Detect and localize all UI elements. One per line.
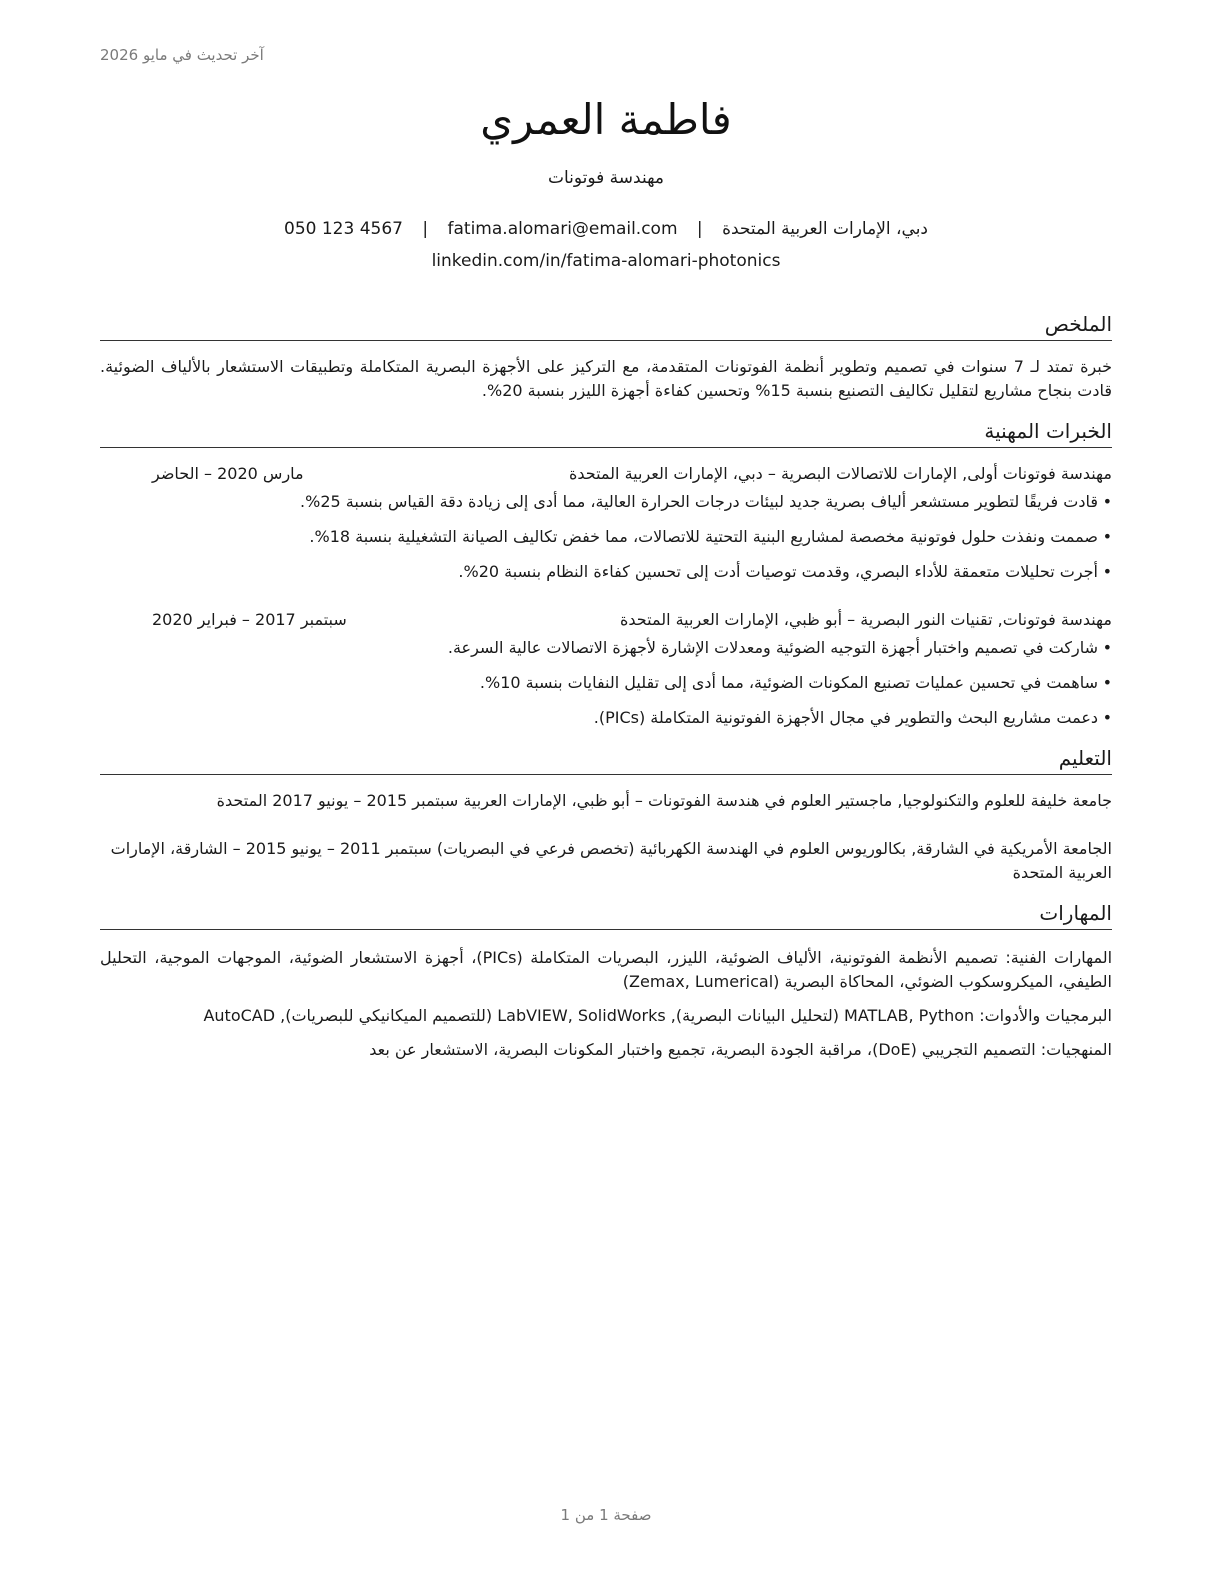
experience-section xyxy=(100,417,1112,730)
bullet-icon: • xyxy=(1102,708,1112,727)
contact-phone: 050 123 4567 xyxy=(284,219,403,239)
section-heading-education: التعليم xyxy=(100,744,1112,775)
last-updated-note: آخر تحديث في مايو 2026 xyxy=(100,46,264,64)
bullet-icon: • xyxy=(1102,638,1112,657)
resume-content xyxy=(100,310,1112,1076)
job-role: مهندسة فوتونات أولى, الإمارات للاتصالات البصرية – دبي، الإمارات العربية المتحدة xyxy=(568,464,1112,483)
contact-separator: | xyxy=(696,219,703,239)
section-heading-summary: الملخص xyxy=(100,310,1112,341)
job-entry xyxy=(100,462,1112,584)
summary-text: خبرة تمتد لـ 7 سنوات في تصميم وتطوير أنظمة الفوتونات المتقدمة، مع التركيز على الأجهزة البصرية المتكاملة وتطبيقات الاستشعار بالألياف الضوئية. قادت بنجاح مشاريع لتقليل تكاليف التصنيع بنسبة 15% وتحسين كفاءة أجهزة الليزر بنسبة 20%. xyxy=(100,357,1112,400)
list-item xyxy=(100,490,1112,514)
list-item xyxy=(100,525,1112,549)
bullet-icon: • xyxy=(1102,673,1112,692)
skills-methodologies: المنهجيات: التصميم التجريبي (DoE)، مراقبة الجودة البصرية، تجميع واختبار المكونات البصرية، الاستشعار عن بعد xyxy=(369,1040,1112,1059)
job-header xyxy=(100,608,1112,632)
bullet-text: قادت فريقًا لتطوير مستشعر ألياف بصرية جديد لبيئات درجات الحرارة العالية، مما أدى إلى زيادة دقة القياس بنسبة 25%. xyxy=(300,492,1098,511)
resume-page xyxy=(100,0,1112,1584)
section-heading-experience: الخبرات المهنية xyxy=(100,417,1112,448)
bullet-text: صممت ونفذت حلول فوتونية مخصصة لمشاريع البنية التحتية للاتصالات، مما خفض تكاليف الصيانة التشغيلية بنسبة 18%. xyxy=(309,527,1098,546)
job-dates: سبتمبر 2017 – فبراير 2020 xyxy=(152,610,347,629)
summary-section xyxy=(100,310,1112,403)
contact-location: دبي، الإمارات العربية المتحدة xyxy=(722,219,928,239)
contact-line xyxy=(100,216,1112,242)
list-item xyxy=(100,636,1112,660)
bullet-text: دعمت مشاريع البحث والتطوير في مجال الأجهزة الفوتونية المتكاملة (PICs). xyxy=(593,708,1098,727)
list-item xyxy=(100,706,1112,730)
bullet-text: ساهمت في تحسين عمليات تصنيع المكونات الضوئية، مما أدى إلى تقليل النفايات بنسبة 10%. xyxy=(479,673,1098,692)
job-bullets xyxy=(100,490,1112,584)
section-heading-skills: المهارات xyxy=(100,899,1112,930)
bullet-text: شاركت في تصميم واختبار أجهزة التوجيه الضوئية ومعدلات الإشارة لأجهزة الاتصالات عالية السرعة. xyxy=(447,638,1098,657)
bullet-icon: • xyxy=(1102,562,1112,581)
list-item xyxy=(100,671,1112,695)
page-number: صفحة 1 من 1 xyxy=(560,1506,652,1524)
job-entry xyxy=(100,608,1112,730)
list-item xyxy=(100,560,1112,584)
skills-section xyxy=(100,899,1112,1062)
education-item: الجامعة الأمريكية في الشارقة, بكالوريوس العلوم في الهندسة الكهربائية (تخصص فرعي في البصريات) سبتمبر 2011 – يونيو 2015 – الشارقة، الإمارات العربية المتحدة xyxy=(110,839,1112,882)
bullet-icon: • xyxy=(1102,492,1112,511)
resume-header xyxy=(100,92,1112,274)
contact-email[interactable]: fatima.alomari@email.com xyxy=(447,219,678,239)
job-dates: مارس 2020 – الحاضر xyxy=(152,464,304,483)
contact-linkedin[interactable]: linkedin.com/in/fatima-alomari-photonics xyxy=(431,251,781,271)
job-header xyxy=(100,462,1112,486)
contact-separator: | xyxy=(422,219,429,239)
job-title: مهندسة فوتونات xyxy=(547,168,665,188)
education-item: جامعة خليفة للعلوم والتكنولوجيا, ماجستير العلوم في هندسة الفوتونات – أبو ظبي، الإمارات العربية سبتمبر 2015 – يونيو 2017 المتحدة xyxy=(216,791,1112,810)
job-role: مهندسة فوتونات, تقنيات النور البصرية – أبو ظبي، الإمارات العربية المتحدة xyxy=(620,610,1112,629)
skills-technical: المهارات الفنية: تصميم الأنظمة الفوتونية، الألياف الضوئية، الليزر، البصريات المتكاملة (PICs)، أجهزة الاستشعار الضوئية، الموجهات الموجية، التحليل الطيفي، الميكروسكوب الضوئي، المحاكاة البصرية (Zemax, Lumerical) xyxy=(100,948,1113,991)
skills-software: البرمجيات والأدوات: MATLAB, Python (لتحليل البيانات البصرية), LabVIEW, SolidWorks (للتصميم الميكانيكي للبصريات), AutoCAD xyxy=(203,1006,1112,1025)
job-bullets xyxy=(100,636,1112,730)
education-section xyxy=(100,744,1112,885)
person-name: فاطمة العمري xyxy=(480,95,732,144)
bullet-icon: • xyxy=(1102,527,1112,546)
bullet-text: أجرت تحليلات متعمقة للأداء البصري، وقدمت توصيات أدت إلى تحسين كفاءة النظام بنسبة 20%. xyxy=(458,562,1098,581)
